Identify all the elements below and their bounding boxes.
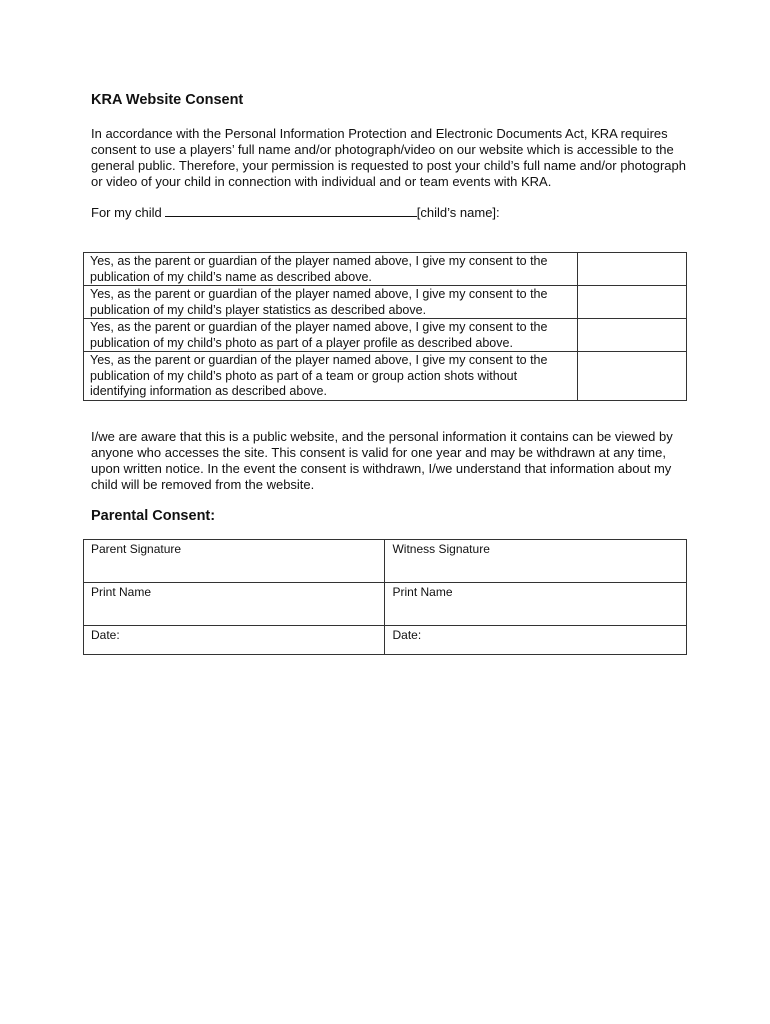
intro-paragraph: In accordance with the Personal Information Protection and Electronic Documents Act, KRA requires consent to use a players’ full name and/or photograph/video on our website which is accessible to the general public. Therefore, your permission is requested to post your child’s full name and/or photograph or video of your child in connection with individual and or team events with KRA. (91, 126, 686, 189)
consent-row (84, 286, 687, 319)
child-name-suffix: [child’s name]: (416, 205, 500, 220)
child-name-line (91, 204, 500, 221)
signature-table (83, 539, 687, 655)
for-child-label: For my child (91, 205, 162, 220)
consent-option-profile-photo: Yes, as the parent or guardian of the player named above, I give my consent to the publication of my child’s photo as part of a player profile as described above. (84, 319, 578, 352)
date-row (84, 626, 687, 655)
consent-option-name: Yes, as the parent or guardian of the player named above, I give my consent to the publication of my child’s name as described above. (84, 253, 578, 286)
consent-row (84, 319, 687, 352)
consent-row (84, 253, 687, 286)
consent-option-team-photo: Yes, as the parent or guardian of the player named above, I give my consent to the publication of my child’s photo as part of a team or group action shots without identifying information as described above. (84, 352, 578, 401)
witness-signature-field[interactable]: Witness Signature (385, 540, 687, 583)
consent-row (84, 352, 687, 401)
consent-checkbox-statistics[interactable] (578, 286, 687, 319)
witness-date-field[interactable]: Date: (385, 626, 687, 655)
parent-print-name-field[interactable]: Print Name (84, 583, 385, 626)
parent-date-field[interactable]: Date: (84, 626, 385, 655)
child-name-field[interactable] (165, 204, 417, 217)
consent-checkbox-name[interactable] (578, 253, 687, 286)
consent-option-statistics: Yes, as the parent or guardian of the player named above, I give my consent to the publication of my child’s player statistics as described above. (84, 286, 578, 319)
awareness-paragraph: I/we are aware that this is a public website, and the personal information it contains can be viewed by anyone who accesses the site. This consent is valid for one year and may be withdrawn at any time, upon written notice. In the event the consent is withdrawn, I/we understand that information about my child will be removed from the website. (91, 429, 673, 492)
signature-row (84, 540, 687, 583)
print-name-row (84, 583, 687, 626)
parent-signature-field[interactable]: Parent Signature (84, 540, 385, 583)
witness-print-name-field[interactable]: Print Name (385, 583, 687, 626)
consent-checkbox-profile-photo[interactable] (578, 319, 687, 352)
consent-options-table (83, 252, 687, 401)
document-title: KRA Website Consent (91, 92, 244, 108)
consent-checkbox-team-photo[interactable] (578, 352, 687, 401)
parental-consent-heading: Parental Consent: (91, 508, 216, 524)
